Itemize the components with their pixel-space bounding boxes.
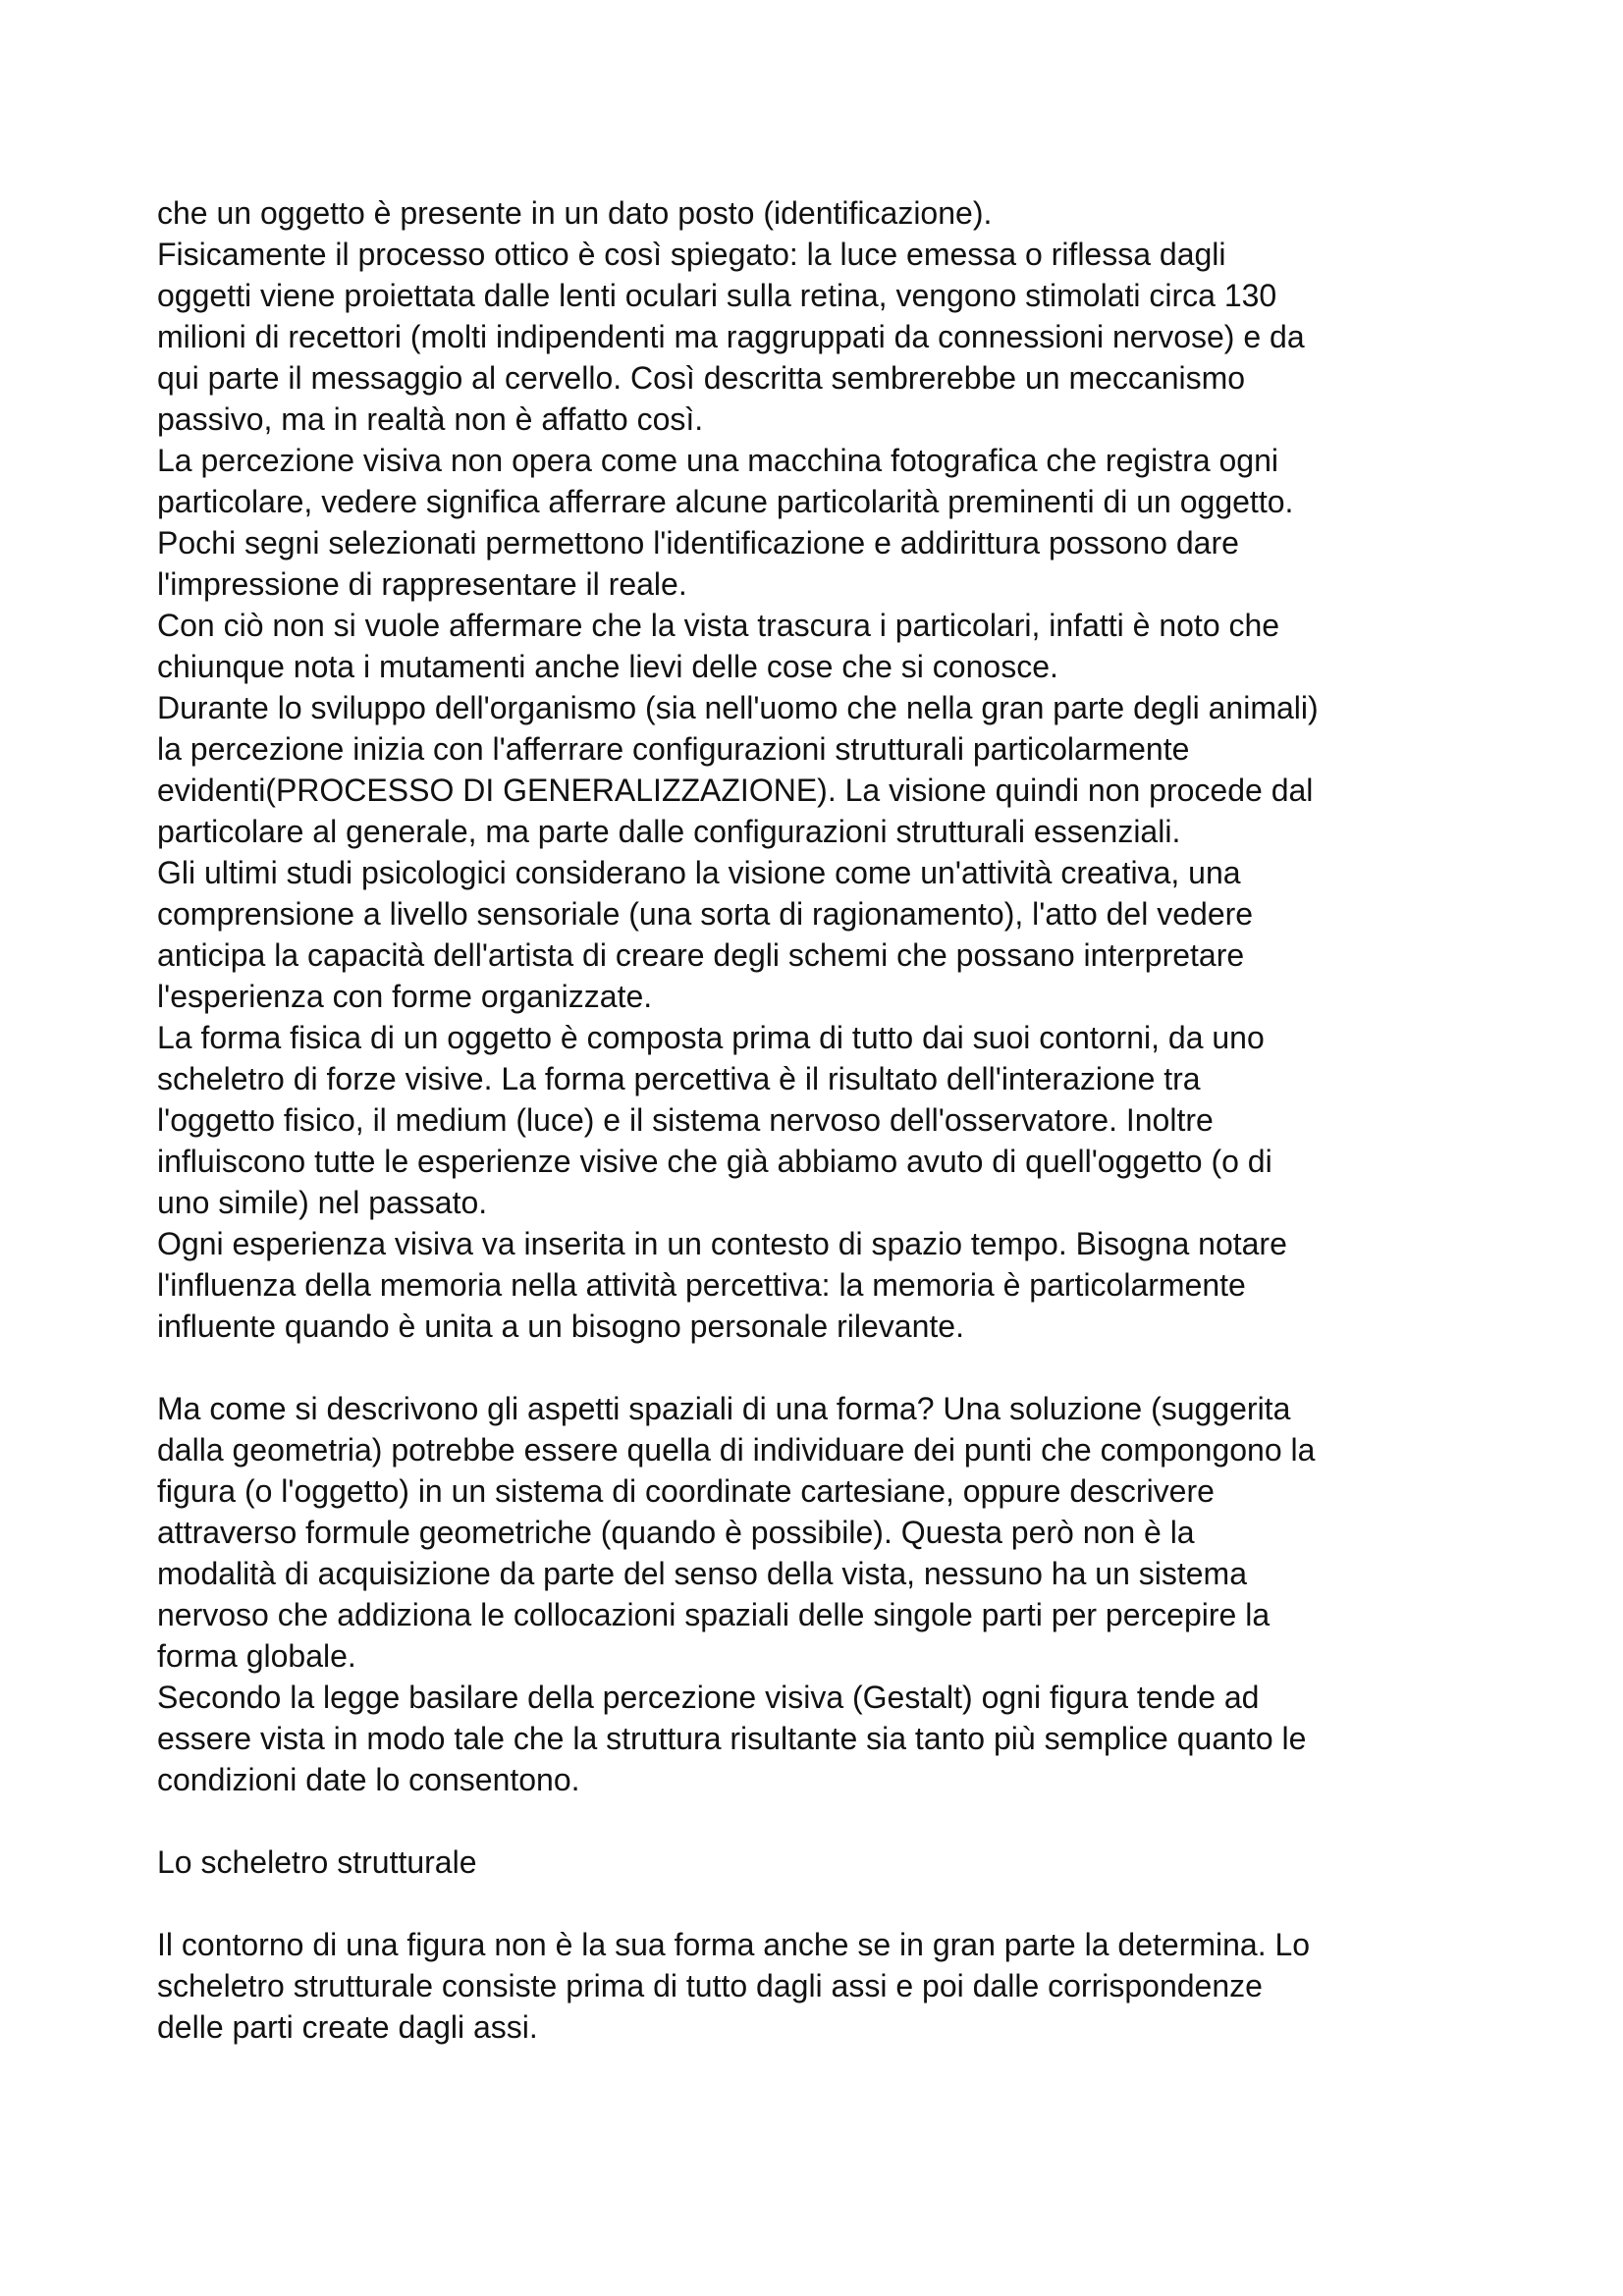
text-line: l'oggetto fisico, il medium (luce) e il sistema nervoso dell'osservatore. Inoltre [157, 1102, 1214, 1138]
text-line: forma globale. [157, 1638, 356, 1674]
text-line: oggetti viene proiettata dalle lenti oculari sulla retina, vengono stimolati circa 130 [157, 278, 1277, 313]
paragraph [157, 192, 1492, 1347]
paragraph [157, 1924, 1492, 2048]
document-body [157, 192, 1492, 2048]
text-line: Il contorno di una figura non è la sua forma anche se in gran parte la determina. Lo [157, 1927, 1311, 1962]
paragraph [157, 1388, 1492, 1800]
paragraph-gap [157, 1800, 1492, 1842]
text-line: scheletro di forze visive. La forma percettiva è il risultato dell'interazione tra [157, 1061, 1201, 1096]
text-line: influente quando è unita a un bisogno personale rilevante. [157, 1308, 964, 1344]
text-line: figura (o l'oggetto) in un sistema di coordinate cartesiane, oppure descrivere [157, 1473, 1215, 1509]
text-line: Ma come si descrivono gli aspetti spaziali di una forma? Una soluzione (suggerita [157, 1391, 1291, 1426]
text-line: particolare al generale, ma parte dalle configurazioni strutturali essenziali. [157, 814, 1181, 849]
text-line: condizioni date lo consentono. [157, 1762, 580, 1797]
text-line: comprensione a livello sensoriale (una sorta di ragionamento), l'atto del vedere [157, 896, 1254, 932]
text-line: chiunque nota i mutamenti anche lievi delle cose che si conosce. [157, 649, 1058, 684]
text-line: che un oggetto è presente in un dato posto (identificazione). [157, 195, 993, 231]
paragraph-gap [157, 1883, 1492, 1924]
text-line: modalità di acquisizione da parte del senso della vista, nessuno ha un sistema [157, 1556, 1247, 1591]
text-line: passivo, ma in realtà non è affatto così. [157, 401, 704, 437]
text-line: Durante lo sviluppo dell'organismo (sia nell'uomo che nella gran parte degli animali) [157, 690, 1319, 725]
text-line: La percezione visiva non opera come una macchina fotografica che registra ogni [157, 443, 1278, 478]
text-line: Secondo la legge basilare della percezione visiva (Gestalt) ogni figura tende ad [157, 1680, 1260, 1715]
text-line: qui parte il messaggio al cervello. Così descritta sembrerebbe un meccanismo [157, 360, 1246, 396]
section-heading [157, 1842, 1492, 1883]
text-line: la percezione inizia con l'afferrare configurazioni strutturali particolarmente [157, 731, 1190, 767]
document-page [157, 192, 1492, 2048]
text-line: evidenti(PROCESSO DI GENERALIZZAZIONE). La visione quindi non procede dal [157, 773, 1314, 808]
text-line: essere vista in modo tale che la struttura risultante sia tanto più semplice quanto le [157, 1721, 1307, 1756]
text-line: Lo scheletro strutturale [157, 1844, 477, 1880]
text-line: dalla geometria) potrebbe essere quella di individuare dei punti che compongono la [157, 1432, 1316, 1468]
text-line: uno simile) nel passato. [157, 1185, 488, 1220]
text-line: Gli ultimi studi psicologici considerano la visione come un'attività creativa, una [157, 855, 1241, 890]
text-line: Fisicamente il processo ottico è così spiegato: la luce emessa o riflessa dagli [157, 237, 1226, 272]
text-line: Pochi segni selezionati permettono l'identificazione e addirittura possono dare [157, 525, 1239, 561]
text-line: milioni di recettori (molti indipendenti ma raggruppati da connessioni nervose) e da [157, 319, 1305, 354]
paragraph-gap [157, 1347, 1492, 1388]
text-line: Ogni esperienza visiva va inserita in un contesto di spazio tempo. Bisogna notare [157, 1226, 1287, 1261]
text-line: l'influenza della memoria nella attività percettiva: la memoria è particolarmente [157, 1267, 1246, 1303]
text-line: delle parti create dagli assi. [157, 2009, 538, 2045]
text-line: l'esperienza con forme organizzate. [157, 979, 653, 1014]
text-line: attraverso formule geometriche (quando è possibile). Questa però non è la [157, 1515, 1195, 1550]
text-line: influiscono tutte le esperienze visive che già abbiamo avuto di quell'oggetto (o di [157, 1144, 1272, 1179]
text-line: anticipa la capacità dell'artista di creare degli schemi che possano interpretare [157, 937, 1245, 973]
text-line: Con ciò non si vuole affermare che la vista trascura i particolari, infatti è noto che [157, 608, 1280, 643]
text-line: La forma fisica di un oggetto è composta prima di tutto dai suoi contorni, da uno [157, 1020, 1265, 1055]
text-line: l'impressione di rappresentare il reale. [157, 566, 687, 602]
text-line: nervoso che addiziona le collocazioni spaziali delle singole parti per percepire la [157, 1597, 1271, 1632]
text-line: scheletro strutturale consiste prima di tutto dagli assi e poi dalle corrispondenze [157, 1968, 1263, 2003]
text-line: particolare, vedere significa afferrare alcune particolarità preminenti di un oggetto. [157, 484, 1294, 519]
